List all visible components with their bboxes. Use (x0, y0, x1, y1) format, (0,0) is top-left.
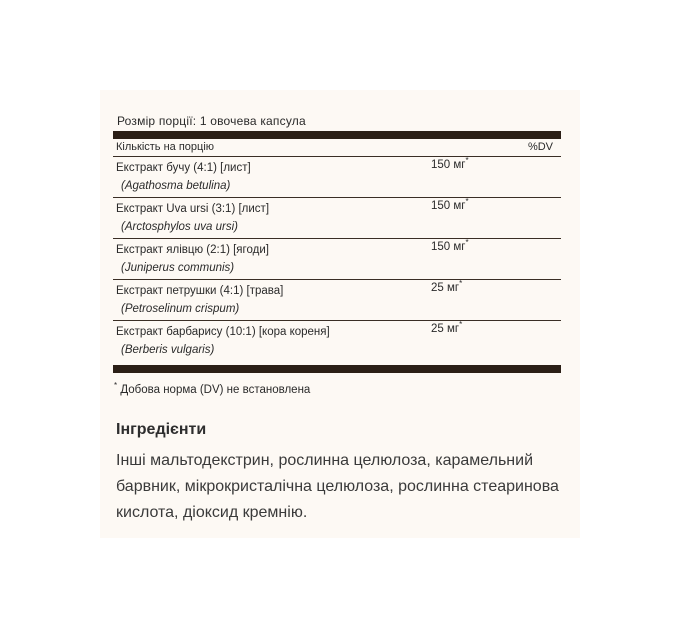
dv-header: %DV (527, 141, 553, 153)
supplement-facts-card (100, 90, 580, 538)
top-divider-bar (113, 131, 561, 139)
amount-value: 150 мг (431, 200, 466, 212)
table-row (113, 238, 561, 279)
table-row (113, 279, 561, 320)
bottom-divider-bar (113, 365, 561, 373)
serving-size: Розмір порції: 1 овочева капсула (117, 114, 306, 128)
ingredient-name: Екстракт ялівцю (2:1) [ягоди] (116, 244, 269, 256)
dv-mark: * (459, 279, 463, 289)
amount-value: 150 мг (431, 241, 466, 253)
table-row (113, 197, 561, 238)
amount-value: 150 мг (431, 159, 466, 171)
footnote-mark: * (114, 381, 118, 391)
dv-mark: * (465, 156, 469, 166)
dv-mark: * (459, 320, 463, 330)
ingredient-table (113, 156, 561, 361)
table-row (113, 320, 561, 361)
footnote (114, 381, 311, 396)
ingredient-latin-name: (Petroselinum crispum) (121, 303, 240, 315)
ingredients-title: Інгредієнти (116, 421, 207, 438)
ingredient-amount (431, 156, 469, 171)
amount-value: 25 мг (431, 282, 460, 294)
table-row (113, 156, 561, 197)
amount-per-serving-header: Кількість на порцію (116, 141, 215, 153)
ingredient-name: Екстракт барбарису (10:1) [кора кореня] (116, 326, 330, 338)
ingredient-amount (431, 279, 463, 294)
footnote-text: Добова норма (DV) не встановлена (120, 384, 311, 396)
ingredient-latin-name: (Agathosma betulina) (121, 180, 231, 192)
ingredient-name: Екстракт петрушки (4:1) [трава] (116, 285, 284, 297)
dv-mark: * (465, 238, 469, 248)
dv-mark: * (465, 197, 469, 207)
ingredient-name: Екстракт бучу (4:1) [лист] (116, 162, 251, 174)
ingredient-latin-name: (Arctosphylos uva ursi) (121, 221, 238, 233)
ingredient-name: Екстракт Uva ursi (3:1) [лист] (116, 203, 270, 215)
table-header (113, 140, 561, 157)
ingredient-latin-name: (Juniperus communis) (121, 262, 235, 274)
ingredients-text: Інші мальтодекстрин, рослинна целюлоза, карамельний барвник, мікрокристалічна целюлоза, рослинна стеаринова кислота, діоксид кремнію. (116, 452, 559, 521)
ingredient-latin-name: (Berberis vulgaris) (121, 344, 215, 356)
ingredient-amount (431, 238, 469, 253)
ingredient-amount (431, 197, 469, 212)
ingredient-amount (431, 320, 463, 335)
amount-value: 25 мг (431, 323, 460, 335)
